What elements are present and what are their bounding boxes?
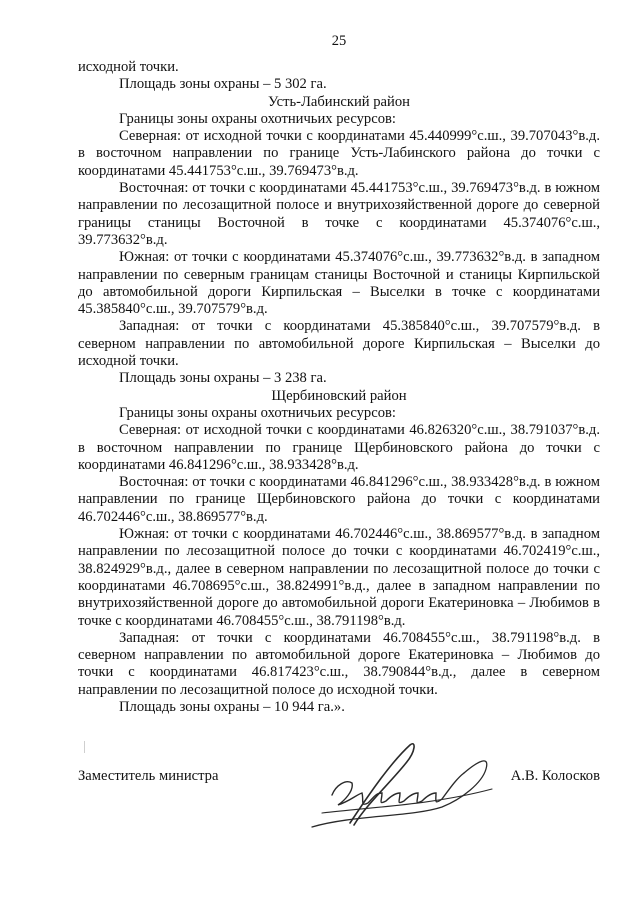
signatory-position: Заместитель министра bbox=[78, 768, 219, 784]
paragraph-east-2: Восточная: от точки с координатами 46.841296°с.ш., 38.933428°в.д. в южном направлении по границе Щербиновского района до точки с координатами 46.702446°с.ш., 38.869577°в.д. bbox=[78, 474, 600, 525]
paragraph-area-1: Площадь зоны охраны – 5 302 га. bbox=[119, 76, 327, 93]
paragraph-east-1: Восточная: от точки с координатами 45.441753°с.ш., 39.769473°в.д. в южном направлении по лесозащитной полосе и внутрихозяйственной дороге до северной границы станицы Восточной в точке с координатами 45.374076°с.ш., 39.773632°в.д. bbox=[78, 180, 600, 248]
paragraph-south-2: Южная: от точки с координатами 46.702446°с.ш., 38.869577°в.д. в западном направлении по лесозащитной полосе до точки с координатами 46.702419°с.ш., 38.824929°в.д., далее в северном направлении по лесозащитной полосе до точки с координатами 46.708695°с.ш., 38.824991°в.д., далее в западном направлении по внутрихозяйственной дороге до автомобильной дороги Екатериновка – Любимов в точке с координатами 46.708455°с.ш., 38.791198°в.д. bbox=[78, 526, 600, 629]
paragraph-area-2: Площадь зоны охраны – 3 238 га. bbox=[119, 370, 327, 387]
handwritten-signature bbox=[292, 735, 512, 833]
paragraph-borders-heading-2: Границы зоны охраны охотничьих ресурсов: bbox=[119, 404, 396, 421]
paragraph-north-1: Северная: от исходной точки с координатами 45.440999°с.ш., 39.707043°в.д. в восточном направлении по границе Усть-Лабинского района до точки с координатами 45.441753°с.ш., 39.769473°в.д. bbox=[78, 128, 600, 179]
paragraph-south-1: Южная: от точки с координатами 45.374076°с.ш., 39.773632°в.д. в западном направлении по северным границам станицы Восточной и станицы Кирпильской до автомобильной дороги Кирпильская – Выселки в точке с координатами 45.385840°с.ш., 39.707579°в.д. bbox=[78, 249, 600, 318]
paragraph-north-2: Северная: от исходной точки с координатами 46.826320°с.ш., 38.791037°в.д. в восточном направлении по границе Щербиновского района до точки с координатами 46.841296°с.ш., 38.933428°в.д. bbox=[78, 422, 600, 473]
margin-mark bbox=[84, 741, 85, 753]
section-heading-shcherbinovsky: Щербиновский район bbox=[271, 387, 407, 404]
paragraph-continuation: исходной точки. bbox=[78, 59, 179, 75]
signatory-name: А.В. Колосков bbox=[510, 768, 600, 784]
document-body bbox=[78, 59, 600, 716]
paragraph-west-1: Западная: от точки с координатами 45.385840°с.ш., 39.707579°в.д. в северном направлении по автомобильной дороге Кирпильская – Выселки до исходной точки. bbox=[78, 318, 600, 370]
paragraph-area-3: Площадь зоны охраны – 10 944 га.». bbox=[119, 698, 345, 715]
paragraph-borders-heading-1: Границы зоны охраны охотничьих ресурсов: bbox=[119, 110, 396, 127]
paragraph-west-2: Западная: от точки с координатами 46.708455°с.ш., 38.791198°в.д. в северном направлении по автомобильной дороге Екатериновка – Любимов до точки с координатами 46.817423°с.ш., 38.790844°в.д., далее в северном направлении по лесозащитной полосе до исходной точки. bbox=[78, 629, 600, 698]
section-heading-ust-labinsky: Усть-Лабинский район bbox=[268, 93, 410, 110]
signature-block bbox=[78, 735, 600, 835]
page-number: 25 bbox=[331, 33, 347, 49]
